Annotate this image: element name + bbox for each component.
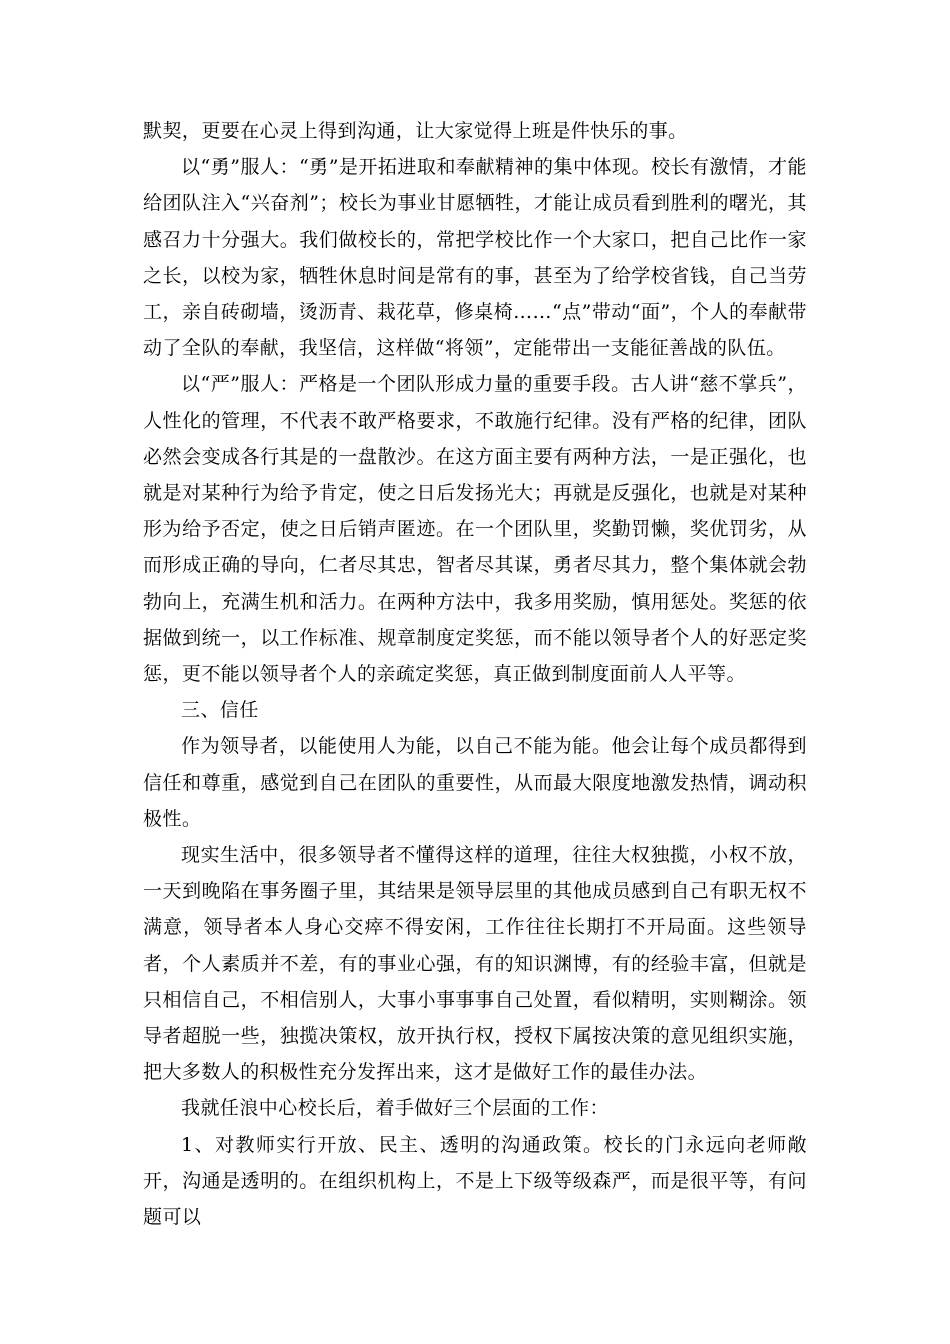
paragraph-yong: 以“勇”服人：“勇”是开拓进取和奉献精神的集中体现。校长有激情，才能给团队注入“兴奋剂”；校长为事业甘愿牺牲，才能让成员看到胜利的曙光，其感召力十分强大。我们做校长的，常把学校比作一个大家口，把自己比作一家之长，以校为家，牺牲休息时间是常有的事，甚至为了给学校省钱，自己当劳工，亲自砖砌墙，烫沥青、栽花草，修桌椅……“点”带动“面”，个人的奉献带动了全队的奉献，我坚信，这样做“将领”，定能带出一支能征善战的队伍。 xyxy=(143,156,807,360)
document-body xyxy=(143,113,807,1235)
paragraph-yan: 以“严”服人：严格是一个团队形成力量的重要手段。古人讲“慈不掌兵”，人性化的管理，不代表不敢严格要求，不敢施行纪律。没有严格的纪律，团队必然会变成各行其是的一盘散沙。在这方面主要有两种方法，一是正强化，也就是对某种行为给予肯定，使之日后发扬光大；再就是反强化，也就是对某种形为给予否定，使之日后销声匿迹。在一个团队里，奖勤罚懒，奖优罚劣，从而形成正确的导向，仁者尽其忠，智者尽其谋，勇者尽其力，整个集体就会勃勃向上，充满生机和活力。在两种方法中，我多用奖励，慎用惩处。奖惩的依据做到统一，以工作标准、规章制度定奖惩，而不能以领导者个人的好恶定奖惩，更不能以领导者个人的亲疏定奖惩，真正做到制度面前人人平等。 xyxy=(143,373,807,686)
paragraph-continuation: 默契，更要在心灵上得到沟通，让大家觉得上班是件快乐的事。 xyxy=(143,120,688,142)
section-heading-trust: 三、信任 xyxy=(181,699,259,722)
paragraph-item-1: 1、对教师实行开放、民主、透明的沟通政策。校长的门永远向老师敞开，沟通是透明的。在组织机构上，不是上下级等级森严，而是很平等，有问题可以 xyxy=(143,1133,807,1229)
paragraph-reality: 现实生活中，很多领导者不懂得这样的道理，往往大权独揽，小权不放，一天到晚陷在事务圈子里，其结果是领导层里的其他成员感到自己有职无权不满意，领导者本人身心交瘁不得安闲，工作往往长期打不开局面。这些领导者，个人素质并不差，有的事业心强，有的知识渊博，有的经验丰富，但就是只相信自己，不相信别人，大事小事事事自己处置，看似精明，实则糊涂。领导者超脱一些，独揽决策权，放开执行权，授权下属按决策的意见组织实施，把大多数人的积极性充分发挥出来，这才是做好工作的最佳办法。 xyxy=(143,844,807,1084)
paragraph-three-levels: 我就任浪中心校长后，着手做好三个层面的工作： xyxy=(181,1097,609,1120)
paragraph-leader-role: 作为领导者，以能使用人为能，以自己不能为能。他会让每个成员都得到信任和尊重，感觉到自己在团队的重要性，从而最大限度地激发热情，调动积极性。 xyxy=(143,735,807,830)
